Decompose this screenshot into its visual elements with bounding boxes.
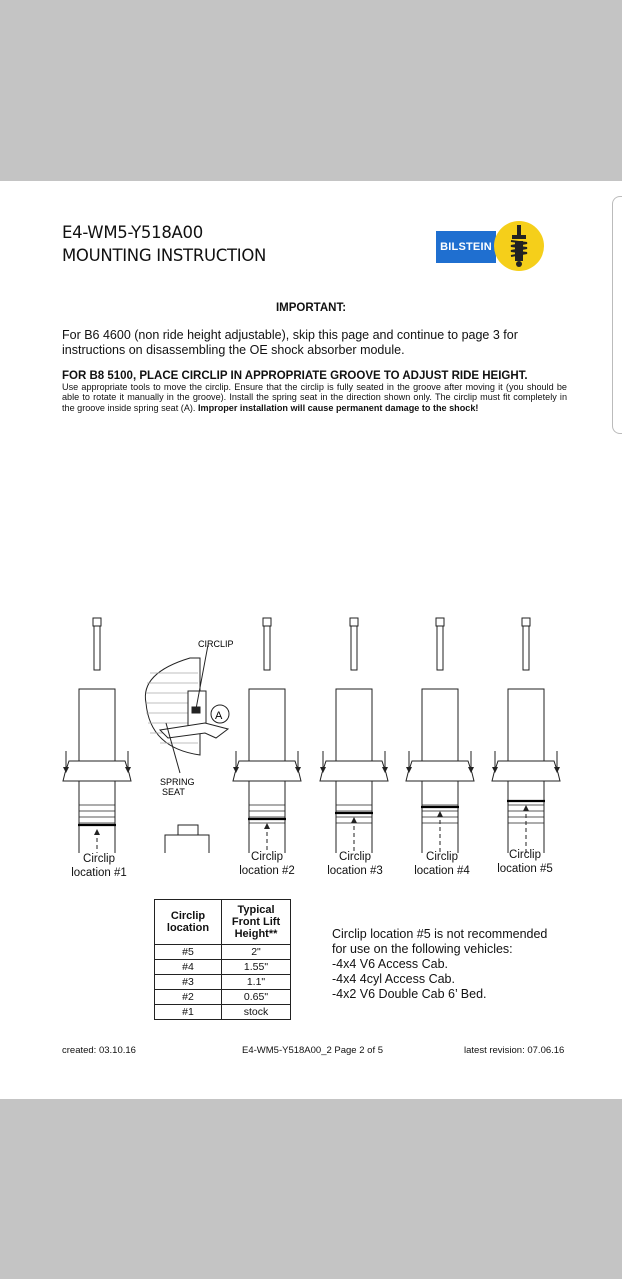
- note-line5: -4x2 V6 Double Cab 6’ Bed.: [332, 987, 487, 1001]
- caption-4-line1: Circlip: [426, 851, 458, 863]
- note-line2: for use on the following vehicles:: [332, 942, 513, 956]
- footer-created: created: 03.10.16: [62, 1045, 136, 1056]
- upper-body: [422, 689, 458, 761]
- lift-height-table: [154, 899, 291, 1020]
- upper-body: [508, 689, 544, 761]
- caption-3-line2: location #3: [327, 864, 383, 877]
- b8-heading: FOR B8 5100, PLACE CIRCLIP IN APPROPRIATE GROOVE TO ADJUST RIDE HEIGHT.: [62, 370, 528, 382]
- shaft-top: [522, 618, 530, 626]
- callout-a: A: [215, 710, 223, 722]
- circlip-detail-view: [145, 645, 229, 773]
- col2-header-line3: Height**: [234, 928, 278, 940]
- document-title-block: [62, 221, 266, 267]
- col2-header-line1: Typical: [237, 904, 275, 916]
- important-heading: IMPORTANT:: [275, 302, 347, 314]
- caption-2-line2: location #2: [239, 864, 295, 877]
- note-line1: Circlip location #5 is not recommended: [332, 927, 548, 941]
- caption-1-line1: Circlip: [83, 853, 115, 865]
- scroll-handle[interactable]: [612, 196, 622, 434]
- caption-location-5: [470, 849, 580, 876]
- height-cell: 1.1": [222, 975, 291, 990]
- spring-seat: [492, 761, 560, 781]
- location-cell: #2: [155, 990, 222, 1005]
- spring-seat: [233, 761, 301, 781]
- note-line4: -4x4 4cyl Access Cab.: [332, 972, 455, 986]
- height-cell: 2": [222, 945, 291, 960]
- upper-body: [336, 689, 372, 761]
- intro-paragraph: For B6 4600 (non ride height adjustable), skip this page and continue to page 3 for instructions on disassembling the OE shock absorber module.: [62, 328, 518, 357]
- document-title: MOUNTING INSTRUCTION: [62, 246, 267, 265]
- bilstein-logo: [436, 221, 544, 273]
- shock-absorber-emblem-icon: [494, 221, 544, 271]
- incorrect-installation-view: [145, 825, 228, 853]
- b8-instructions-text: Use appropriate tools to move the circlip. Ensure that the circlip is fully seated in the groove after moving it (you should be able to rotate it manually in the groove). Install the spring seat in the direction shown only. The circlip must fit completely in the groove inside spring seat (A).: [62, 382, 567, 413]
- spring-seat: [63, 761, 131, 781]
- b8-instructions: [62, 382, 567, 413]
- column-header-location: [155, 900, 222, 945]
- circlip-label: CIRCLIP: [198, 639, 234, 649]
- location-cell: #4: [155, 960, 222, 975]
- shaft-top: [263, 618, 271, 626]
- height-cell: 0.65": [222, 990, 291, 1005]
- column-header-lift-height: [222, 900, 291, 945]
- footer-revision: latest revision: 07.06.16: [464, 1045, 565, 1056]
- caption-4-line2: location #4: [414, 864, 470, 877]
- vehicle-restriction-note: [332, 927, 547, 1002]
- note-line3: -4x4 V6 Access Cab.: [332, 957, 449, 971]
- caption-5-line1: Circlip: [509, 849, 541, 861]
- col2-header-line2: Front Lift: [231, 916, 281, 928]
- caption-1-line2: location #1: [71, 866, 127, 879]
- shaft-top: [350, 618, 358, 626]
- brand-name: BILSTEIN: [436, 231, 496, 263]
- b8-warning: Improper installation will cause permanent damage to the shock!: [197, 402, 479, 413]
- table-row: [155, 990, 291, 1005]
- spring-seat-label-line2: SEAT: [162, 787, 185, 797]
- document-code: E4-WM5-Y518A00: [62, 223, 203, 242]
- shaft-top: [93, 618, 101, 626]
- shock-diagram: [0, 433, 622, 853]
- footer-page-info: E4-WM5-Y518A00_2 Page 2 of 5: [242, 1045, 384, 1056]
- table-row: [155, 960, 291, 975]
- caption-5-line2: location #5: [497, 862, 553, 875]
- col1-header-line2: location: [166, 922, 210, 934]
- height-cell: stock: [222, 1005, 291, 1020]
- col1-header-line1: Circlip: [170, 910, 206, 922]
- table-header-row: [155, 900, 291, 945]
- caption-location-1: [44, 853, 154, 880]
- spring-seat: [406, 761, 474, 781]
- upper-body: [79, 689, 115, 761]
- location-cell: #5: [155, 945, 222, 960]
- caption-2-line1: Circlip: [251, 851, 283, 863]
- document-page: [0, 181, 622, 1099]
- spring-seat-label-line1: SPRING: [160, 777, 195, 787]
- upper-body: [249, 689, 285, 761]
- table-row: [155, 945, 291, 960]
- shaft-top: [436, 618, 444, 626]
- height-cell: 1.55": [222, 960, 291, 975]
- table-row: [155, 975, 291, 990]
- location-cell: #3: [155, 975, 222, 990]
- spring-seat: [320, 761, 388, 781]
- caption-3-line1: Circlip: [339, 851, 371, 863]
- location-cell: #1: [155, 1005, 222, 1020]
- table-row: [155, 1005, 291, 1020]
